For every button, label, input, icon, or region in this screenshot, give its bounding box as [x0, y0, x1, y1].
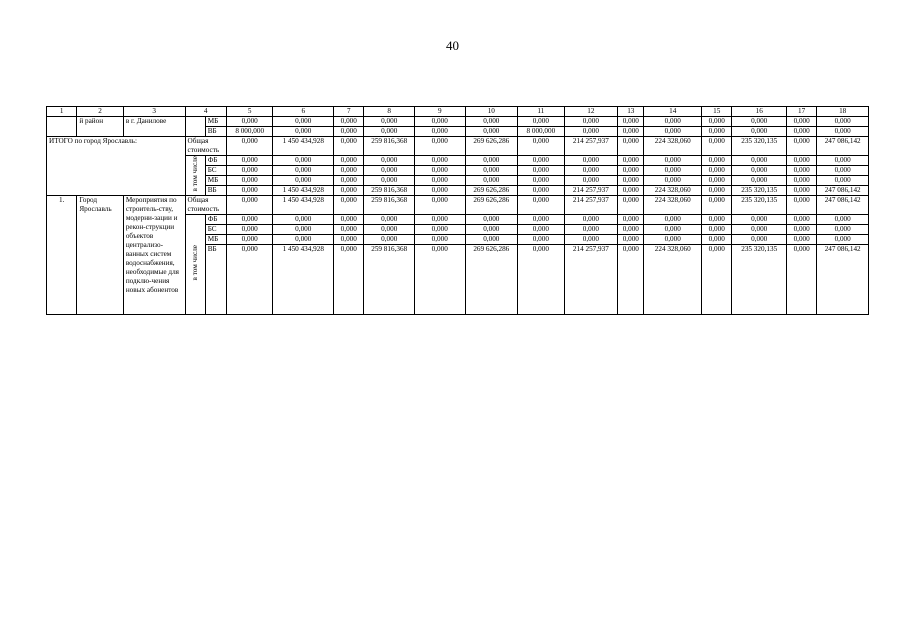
value-cell: 0,000: [732, 166, 787, 176]
value-cell: 0,000: [618, 127, 644, 137]
value-cell: 0,000: [644, 215, 702, 225]
value-cell: 0,000: [414, 176, 465, 186]
value-cell: 0,000: [564, 156, 618, 166]
value-cell: 0,000: [226, 225, 273, 235]
value-cell: 0,000: [226, 117, 273, 127]
in-total-label: в том числе: [190, 245, 199, 281]
column-header: 4: [185, 107, 226, 117]
source-cell: БС: [205, 166, 226, 176]
value-cell: 0,000: [334, 156, 364, 166]
row-number-cell: [47, 117, 77, 137]
in-total-label: в том числе: [190, 156, 199, 192]
value-cell: 269 626,286: [465, 137, 518, 156]
budget-table: [46, 106, 869, 315]
value-cell: 0,000: [786, 166, 816, 176]
value-cell: 0,000: [364, 225, 415, 235]
value-cell: 0,000: [273, 225, 334, 235]
column-header: 9: [414, 107, 465, 117]
source-cell: ФБ: [205, 156, 226, 166]
value-cell: 0,000: [644, 127, 702, 137]
total-row: [47, 137, 869, 156]
value-cell: 0,000: [618, 215, 644, 225]
value-cell: 8 000,000: [226, 127, 273, 137]
value-cell: 0,000: [273, 166, 334, 176]
column-header: 11: [518, 107, 565, 117]
value-cell: 224 328,060: [644, 137, 702, 156]
value-cell: 0,000: [732, 127, 787, 137]
value-cell: 0,000: [786, 186, 816, 196]
value-cell: 0,000: [334, 235, 364, 245]
page-number: 40: [446, 38, 459, 53]
value-cell: 0,000: [786, 225, 816, 235]
value-cell: 0,000: [644, 235, 702, 245]
value-cell: 235 320,135: [732, 245, 787, 315]
value-cell: 0,000: [618, 176, 644, 186]
value-cell: 259 816,368: [364, 137, 415, 156]
value-cell: 0,000: [414, 245, 465, 315]
value-cell: 0,000: [732, 215, 787, 225]
value-cell: 0,000: [817, 117, 869, 127]
value-cell: 0,000: [465, 215, 518, 225]
value-cell: 0,000: [226, 166, 273, 176]
column-header: 1: [47, 107, 77, 117]
value-cell: 0,000: [732, 176, 787, 186]
value-cell: 0,000: [518, 117, 565, 127]
value-cell: 0,000: [618, 117, 644, 127]
value-cell: 0,000: [644, 166, 702, 176]
value-cell: 0,000: [564, 215, 618, 225]
value-cell: 224 328,060: [644, 196, 702, 215]
value-cell: 0,000: [564, 176, 618, 186]
value-cell: 0,000: [702, 196, 732, 215]
value-cell: 259 816,368: [364, 196, 415, 215]
value-cell: 0,000: [518, 215, 565, 225]
value-cell: 0,000: [518, 235, 565, 245]
value-cell: 0,000: [702, 245, 732, 315]
column-header: 5: [226, 107, 273, 117]
value-cell: 0,000: [226, 245, 273, 315]
value-cell: 0,000: [273, 127, 334, 137]
value-cell: 0,000: [364, 215, 415, 225]
value-cell: 0,000: [518, 156, 565, 166]
source-cell: ФБ: [205, 215, 226, 225]
in-total-label-cell: [185, 215, 205, 315]
value-cell: 0,000: [364, 127, 415, 137]
value-cell: 0,000: [786, 235, 816, 245]
value-cell: 0,000: [817, 156, 869, 166]
value-cell: 0,000: [618, 196, 644, 215]
value-cell: 0,000: [618, 186, 644, 196]
value-cell: 1 450 434,928: [273, 186, 334, 196]
value-cell: 0,000: [334, 215, 364, 225]
object-cell: в г. Данилове: [123, 117, 185, 137]
value-cell: 0,000: [273, 215, 334, 225]
value-cell: 0,000: [226, 196, 273, 215]
value-cell: 0,000: [465, 127, 518, 137]
value-cell: 1 450 434,928: [273, 245, 334, 315]
value-cell: 0,000: [334, 117, 364, 127]
value-cell: 0,000: [702, 235, 732, 245]
value-cell: 0,000: [702, 117, 732, 127]
value-cell: 0,000: [732, 156, 787, 166]
value-cell: 247 086,142: [817, 245, 869, 315]
column-header: 13: [618, 107, 644, 117]
value-cell: 214 257,937: [564, 245, 618, 315]
column-header: 16: [732, 107, 787, 117]
column-header: 18: [817, 107, 869, 117]
value-cell: 0,000: [564, 225, 618, 235]
value-cell: 0,000: [414, 225, 465, 235]
value-cell: 0,000: [702, 215, 732, 225]
value-cell: 269 626,286: [465, 245, 518, 315]
value-cell: 0,000: [817, 176, 869, 186]
value-cell: 0,000: [732, 225, 787, 235]
value-cell: 247 086,142: [817, 186, 869, 196]
column-header: 2: [77, 107, 124, 117]
value-cell: 0,000: [334, 196, 364, 215]
value-cell: 0,000: [226, 156, 273, 166]
source-cell: ВБ: [205, 186, 226, 196]
value-cell: 0,000: [273, 176, 334, 186]
value-cell: 259 816,368: [364, 186, 415, 196]
value-cell: 0,000: [518, 176, 565, 186]
value-cell: 224 328,060: [644, 186, 702, 196]
value-cell: 0,000: [732, 235, 787, 245]
value-cell: 0,000: [226, 235, 273, 245]
column-header: 10: [465, 107, 518, 117]
value-cell: 0,000: [518, 137, 565, 156]
value-cell: 0,000: [414, 235, 465, 245]
value-cell: 0,000: [518, 166, 565, 176]
value-cell: 0,000: [618, 156, 644, 166]
value-cell: 0,000: [644, 225, 702, 235]
source-cell: МБ: [205, 235, 226, 245]
header-row: [47, 107, 869, 117]
value-cell: 0,000: [364, 235, 415, 245]
value-cell: 0,000: [334, 176, 364, 186]
total-label: Общая стоимость: [185, 196, 226, 215]
value-cell: 0,000: [465, 225, 518, 235]
value-cell: 0,000: [564, 166, 618, 176]
in-total-label-cell: [185, 156, 205, 196]
total-row: [47, 196, 869, 215]
value-cell: 0,000: [702, 127, 732, 137]
value-cell: 0,000: [226, 215, 273, 225]
value-cell: 214 257,937: [564, 196, 618, 215]
value-cell: 0,000: [644, 156, 702, 166]
value-cell: 0,000: [465, 166, 518, 176]
item-place: Город Ярославль: [77, 196, 124, 315]
value-cell: 0,000: [786, 137, 816, 156]
value-cell: 0,000: [364, 166, 415, 176]
value-cell: 1 450 434,928: [273, 137, 334, 156]
value-cell: 0,000: [465, 117, 518, 127]
value-cell: 0,000: [334, 245, 364, 315]
table-row: [47, 117, 869, 127]
value-cell: 0,000: [226, 186, 273, 196]
value-cell: 0,000: [414, 137, 465, 156]
value-cell: 0,000: [702, 156, 732, 166]
value-cell: 0,000: [618, 137, 644, 156]
value-cell: 0,000: [786, 245, 816, 315]
value-cell: 247 086,142: [817, 196, 869, 215]
value-cell: 8 000,000: [518, 127, 565, 137]
value-cell: 259 816,368: [364, 245, 415, 315]
value-cell: 0,000: [702, 176, 732, 186]
value-cell: 235 320,135: [732, 137, 787, 156]
value-cell: 214 257,937: [564, 137, 618, 156]
value-cell: 0,000: [518, 245, 565, 315]
value-cell: 247 086,142: [817, 137, 869, 156]
value-cell: 0,000: [702, 225, 732, 235]
column-header: 6: [273, 107, 334, 117]
value-cell: 0,000: [817, 127, 869, 137]
value-cell: 0,000: [414, 215, 465, 225]
column-header: 15: [702, 107, 732, 117]
source-cell: МБ: [205, 176, 226, 186]
value-cell: 0,000: [702, 186, 732, 196]
value-cell: 0,000: [334, 186, 364, 196]
value-cell: 224 328,060: [644, 245, 702, 315]
empty-cell: [185, 117, 205, 137]
value-cell: 269 626,286: [465, 196, 518, 215]
value-cell: 0,000: [618, 235, 644, 245]
itogo-label: ИТОГО по город Ярославль:: [47, 137, 186, 196]
column-header: 3: [123, 107, 185, 117]
value-cell: 0,000: [518, 186, 565, 196]
source-cell: ВБ: [205, 127, 226, 137]
value-cell: 0,000: [564, 117, 618, 127]
value-cell: 0,000: [518, 225, 565, 235]
value-cell: 0,000: [817, 225, 869, 235]
value-cell: 0,000: [465, 235, 518, 245]
value-cell: 0,000: [817, 235, 869, 245]
value-cell: 0,000: [618, 166, 644, 176]
source-cell: БС: [205, 225, 226, 235]
value-cell: 0,000: [273, 156, 334, 166]
value-cell: 0,000: [618, 245, 644, 315]
value-cell: 0,000: [364, 117, 415, 127]
value-cell: 0,000: [786, 196, 816, 215]
value-cell: 0,000: [518, 196, 565, 215]
value-cell: 0,000: [618, 225, 644, 235]
value-cell: 0,000: [786, 117, 816, 127]
value-cell: 0,000: [226, 176, 273, 186]
value-cell: 214 257,937: [564, 186, 618, 196]
value-cell: 0,000: [226, 137, 273, 156]
value-cell: 0,000: [334, 127, 364, 137]
value-cell: 0,000: [414, 127, 465, 137]
value-cell: 235 320,135: [732, 196, 787, 215]
value-cell: 0,000: [732, 117, 787, 127]
column-header: 7: [334, 107, 364, 117]
value-cell: 0,000: [465, 156, 518, 166]
source-cell: ВБ: [205, 245, 226, 315]
value-cell: 0,000: [334, 137, 364, 156]
value-cell: 0,000: [334, 166, 364, 176]
value-cell: 0,000: [334, 225, 364, 235]
value-cell: 0,000: [817, 215, 869, 225]
value-cell: 0,000: [414, 117, 465, 127]
value-cell: 0,000: [364, 156, 415, 166]
value-cell: 0,000: [414, 186, 465, 196]
value-cell: 0,000: [414, 166, 465, 176]
value-cell: 0,000: [364, 176, 415, 186]
table-body: [47, 107, 869, 315]
value-cell: 1 450 434,928: [273, 196, 334, 215]
total-label: Общая стоимость: [185, 137, 226, 156]
value-cell: 0,000: [786, 176, 816, 186]
value-cell: 0,000: [644, 176, 702, 186]
value-cell: 0,000: [702, 166, 732, 176]
source-cell: МБ: [205, 117, 226, 127]
value-cell: 0,000: [644, 117, 702, 127]
value-cell: 235 320,135: [732, 186, 787, 196]
value-cell: 0,000: [702, 137, 732, 156]
value-cell: 0,000: [273, 235, 334, 245]
district-cell: й район: [77, 117, 124, 137]
value-cell: 0,000: [817, 166, 869, 176]
value-cell: 0,000: [414, 156, 465, 166]
column-header: 14: [644, 107, 702, 117]
value-cell: 0,000: [786, 156, 816, 166]
column-header: 8: [364, 107, 415, 117]
value-cell: 0,000: [414, 196, 465, 215]
value-cell: 0,000: [786, 127, 816, 137]
value-cell: 0,000: [273, 117, 334, 127]
item-description: Мероприятия по строитель-ству, модерни-зации и рекон-струкции объектов централизо-ванных систем водоснабжения, необходимые для подклю-чения новых абонентов: [123, 196, 185, 315]
column-header: 17: [786, 107, 816, 117]
value-cell: 0,000: [564, 127, 618, 137]
item-number: 1.: [47, 196, 77, 315]
value-cell: 0,000: [786, 215, 816, 225]
column-header: 12: [564, 107, 618, 117]
value-cell: 269 626,286: [465, 186, 518, 196]
value-cell: 0,000: [465, 176, 518, 186]
value-cell: 0,000: [564, 235, 618, 245]
